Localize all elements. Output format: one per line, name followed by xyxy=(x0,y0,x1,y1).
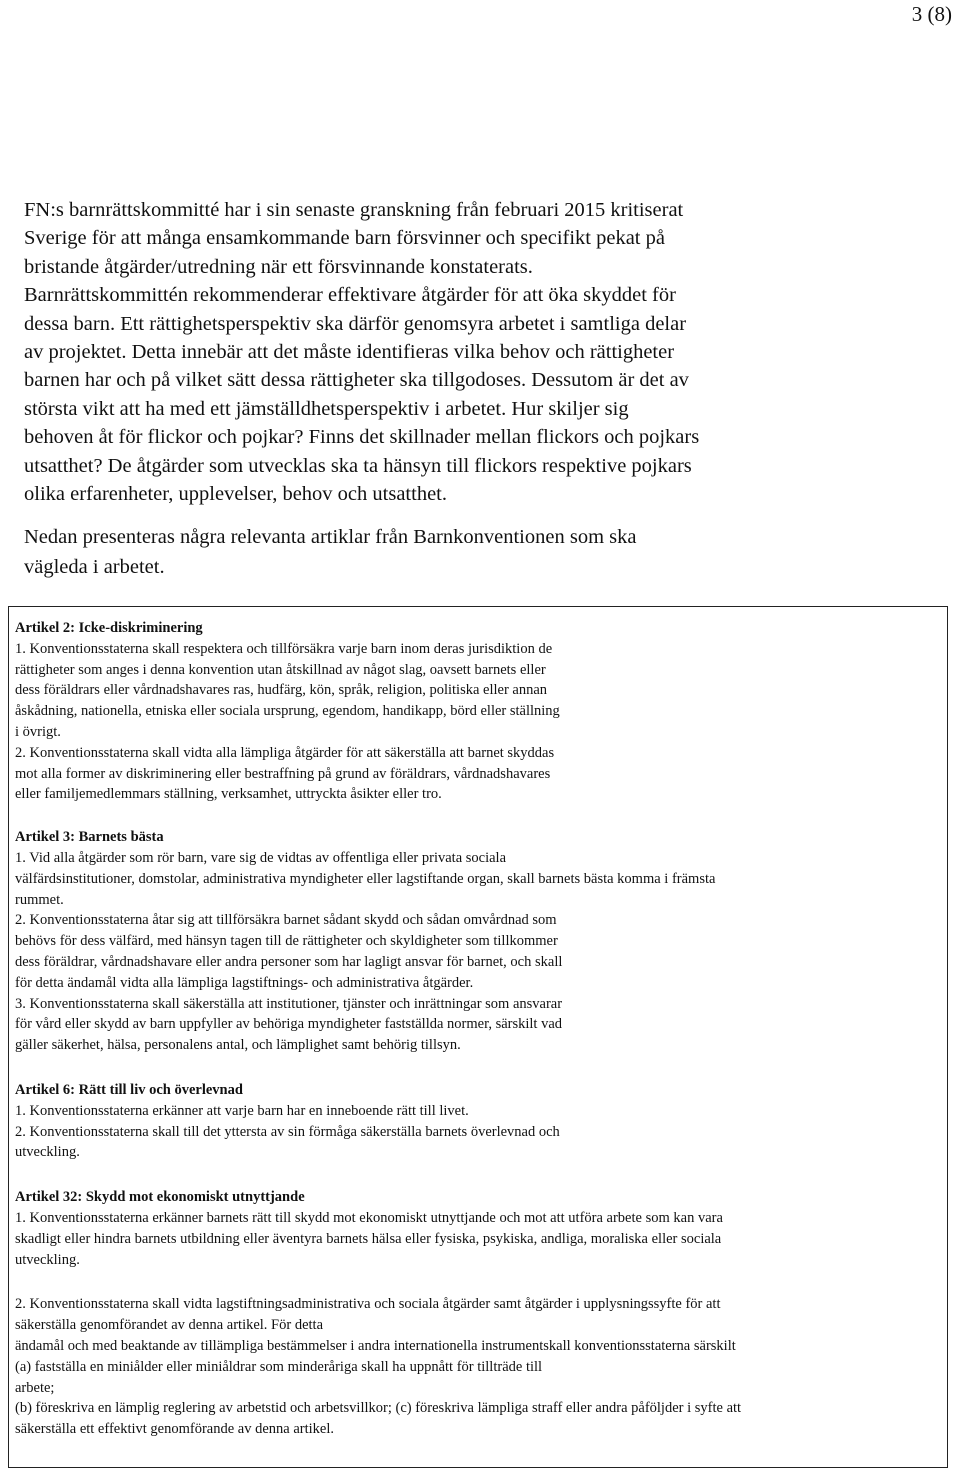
article-line: 2. Konventionsstaterna skall vidta alla lämpliga åtgärder för att säkerställa att barnet skyddas xyxy=(15,744,555,761)
page-number: 3 (8) xyxy=(911,2,952,26)
article-line: utveckling. xyxy=(15,1144,80,1161)
article-line: eller familjemedlemmars ställning, verksamhet, uttryckta åsikter eller tro. xyxy=(15,786,442,803)
article-title: Artikel 2: Icke-diskriminering xyxy=(15,620,203,636)
intro-paragraph xyxy=(24,196,924,508)
article-line: säkerställa ett effektivt genomförande av denna artikel. xyxy=(15,1421,334,1438)
article-line: dess föräldrar, vårdnadshavare eller andra personer som har lagligt ansvar för barnet, och skall xyxy=(15,953,563,970)
article-line: säkerställa genomförandet av denna artikel. För detta xyxy=(15,1317,324,1334)
article-line: 1. Konventionsstaterna erkänner att varje barn har en inneboende rätt till livet. xyxy=(15,1102,469,1119)
article-line: 1. Vid alla åtgärder som rör barn, vare sig de vidtas av offentliga eller privata sociala xyxy=(15,849,507,866)
article-line: behövs för dess välfärd, med hänsyn tagen till de rättigheter och skyldigheter som tillkommer xyxy=(15,933,558,950)
text-line: största vikt att ha med ett jämställdhetsperspektiv i arbetet. Hur skiljer sig xyxy=(24,397,629,420)
article-line: 2. Konventionsstaterna åtar sig att tillförsäkra barnet sådant skydd och sådan omvårdnad som xyxy=(15,912,557,929)
article-line: 1. Konventionsstaterna skall respektera och tillförsäkra varje barn inom deras jurisdiktion de xyxy=(15,640,553,657)
text-line: Nedan presenteras några relevanta artiklar från Barnkonventionen som ska xyxy=(24,526,637,549)
article-line: skadligt eller hindra barnets utbildning eller äventyra barnets hälsa eller fysiska, psykiska, andliga, moraliska eller sociala xyxy=(15,1230,722,1247)
article-line: arbete; xyxy=(15,1379,55,1396)
article-line: utveckling. xyxy=(15,1251,80,1268)
spacer xyxy=(15,805,945,827)
article-3 xyxy=(15,827,945,1056)
article-title: Artikel 32: Skydd mot ekonomiskt utnyttjande xyxy=(15,1189,305,1206)
article-line: åskådning, nationella, etniska eller sociala ursprung, egendom, handikapp, börd eller ställning xyxy=(15,703,560,720)
article-line: gäller säkerhet, hälsa, personalens antal, och lämplighet samt behörig tillsyn. xyxy=(15,1037,461,1054)
text-line: barnen har och på vilket sätt dessa rättigheter ska tillgodoses. Dessutom är det av xyxy=(24,369,689,392)
text-line: Barnrättskommittén rekommenderar effektivare åtgärder för att öka skyddet för xyxy=(24,284,676,307)
article-line: dess föräldrars eller vårdnadshavares ras, hudfärg, kön, språk, religion, politiska eller annan xyxy=(15,682,548,699)
text-line: vägleda i arbetet. xyxy=(24,556,165,579)
text-line: av projektet. Detta innebär att det måste identifieras vilka behov och rättigheter xyxy=(24,341,675,364)
spacer xyxy=(15,1270,945,1294)
text-line: utsatthet? De åtgärder som utvecklas ska ta hänsyn till flickors respektive pojkars xyxy=(24,454,692,477)
spacer xyxy=(15,1056,945,1080)
article-line: ändamål och med beaktande av tillämpliga bestämmelser i andra internationella instrumentskall konventionsstaterna särskilt xyxy=(15,1337,736,1354)
text-line: FN:s barnrättskommitté har i sin senaste granskning från februari 2015 kritiserat xyxy=(24,199,684,221)
article-line: rummet. xyxy=(15,891,64,908)
article-32 xyxy=(15,1187,945,1440)
article-line: 3. Konventionsstaterna skall säkerställa att institutioner, tjänster och inrättningar som ansvarar xyxy=(15,995,563,1012)
text-line: olika erfarenheter, upplevelser, behov och utsatthet. xyxy=(24,483,447,506)
article-2 xyxy=(15,618,945,805)
intro-text xyxy=(24,196,924,582)
article-line: välfärdsinstitutioner, domstolar, administrativa myndigheter eller lagstiftande organ, skall barnets bästa komma i främsta xyxy=(15,870,716,887)
article-line: mot alla former av diskriminering eller bestraffning på grund av föräldrars, vårdnadshavares xyxy=(15,765,551,782)
article-line: (b) föreskriva en lämplig reglering av arbetstid och arbetsvillkor; (c) föreskriva lämpliga straff eller andra påföljder i syfte att xyxy=(15,1400,742,1417)
text-line: bristande åtgärder/utredning när ett försvinnande konstaterats. xyxy=(24,255,533,278)
articles-list xyxy=(15,618,945,1440)
article-line: 1. Konventionsstaterna erkänner barnets rätt till skydd mot ekonomiskt utnyttjande och mot att utföra arbete som kan vara xyxy=(15,1209,723,1226)
lead-paragraph xyxy=(24,522,924,582)
text-line: Sverige för att många ensamkommande barn försvinner och specifikt pekat på xyxy=(24,227,665,250)
text-line: behoven åt för flickor och pojkar? Finns det skillnader mellan flickors och pojkars xyxy=(24,426,700,449)
article-line: för detta ändamål vidta alla lämpliga lagstiftnings- och administrativa åtgärder. xyxy=(15,974,474,991)
article-6 xyxy=(15,1080,945,1163)
article-line: (a) fastställa en miniålder eller miniåldrar som minderåriga skall ha uppnått för tillträde till xyxy=(15,1358,543,1375)
article-line: 2. Konventionsstaterna skall till det yttersta av sin förmåga säkerställa barnets överlevnad och xyxy=(15,1123,560,1140)
spacer xyxy=(15,1163,945,1187)
article-title: Artikel 6: Rätt till liv och överlevnad xyxy=(15,1081,243,1098)
article-title: Artikel 3: Barnets bästa xyxy=(15,829,164,846)
article-line: rättigheter som anges i denna konvention utan åtskillnad av något slag, oavsett barnets eller xyxy=(15,661,546,678)
text-line: dessa barn. Ett rättighetsperspektiv ska därför genomsyra arbetet i samtliga delar xyxy=(24,312,687,335)
article-line: 2. Konventionsstaterna skall vidta lagstiftningsadministrativa och sociala åtgärder samt åtgärder i upplysningssyfte för att xyxy=(15,1296,721,1313)
article-line: i övrigt. xyxy=(15,723,61,740)
article-line: för vård eller skydd av barn uppfyller av behöriga myndigheter fastställda normer, särskilt vad xyxy=(15,1016,563,1033)
